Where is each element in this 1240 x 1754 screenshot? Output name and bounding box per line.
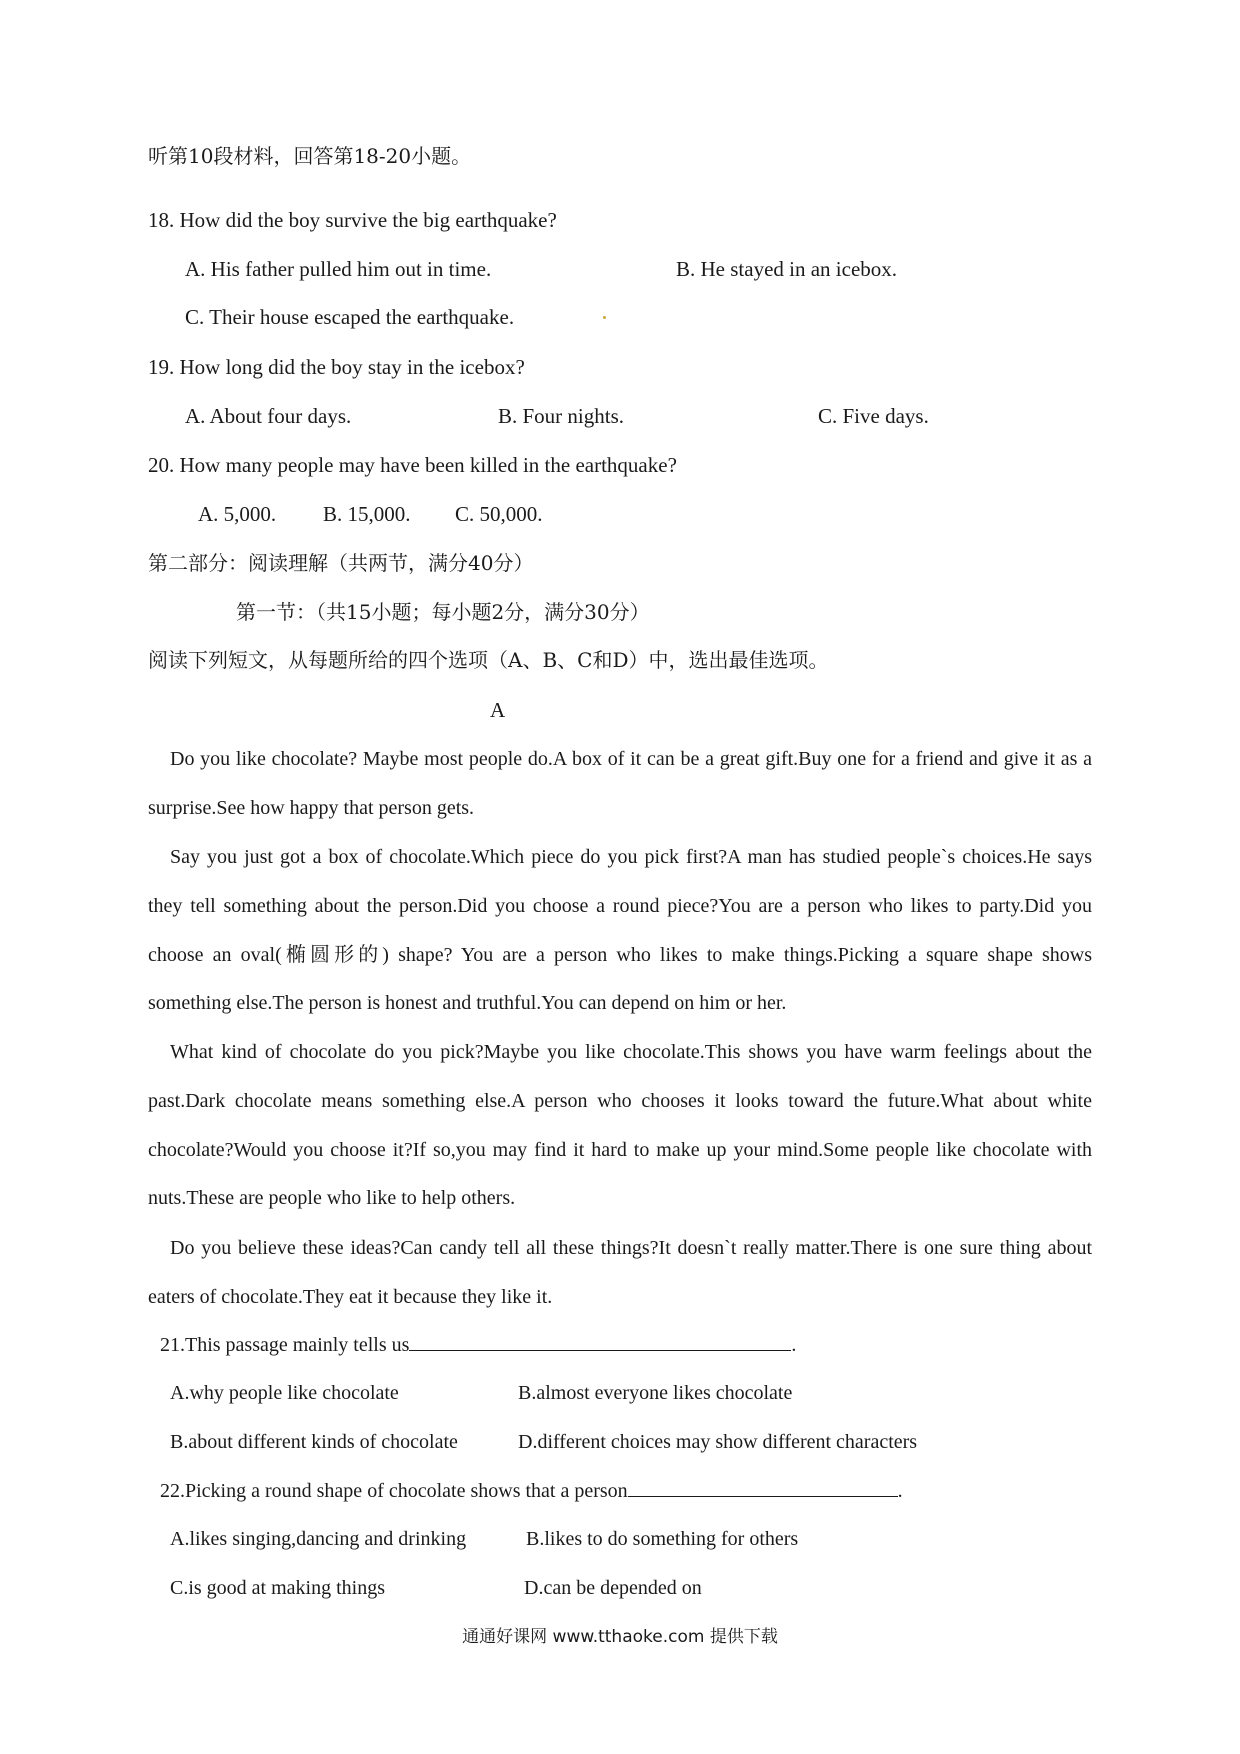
q20-option-a: A. 5,000.: [198, 502, 277, 526]
q21-stem-line: [160, 1330, 796, 1359]
reading-instruction: 阅读下列短文，从每题所给的四个选项（A、B、C和D）中，选出最佳选项。: [148, 648, 829, 672]
q22-option-d: D.can be depended on: [524, 1577, 702, 1599]
q18-stem: 18. How did the boy survive the big earthquake?: [148, 208, 557, 232]
q22-option-a: A.likes singing,dancing and drinking: [170, 1528, 467, 1550]
paragraph-2-first-line: Say you just got a box of chocolate.Which piece do you pick first?A man has studied people`s: [170, 846, 956, 868]
paragraph-4: [148, 1224, 1092, 1322]
paragraph-2: [148, 833, 1092, 1028]
part-two-title: 第二部分：阅读理解（共两节，满分40分）: [148, 551, 534, 575]
paragraph-3: [148, 1028, 1092, 1223]
q22-option-b: B.likes to do something for others: [526, 1528, 799, 1550]
paragraph-1: [148, 735, 1092, 833]
q21-option-b: B.almost everyone likes chocolate: [518, 1382, 793, 1404]
q20-stem: 20. How many people may have been killed in the earthquake?: [148, 453, 677, 477]
q21-option-d: D.different choices may show different characters: [518, 1431, 918, 1453]
paragraph-3-rest: about the past.Dark chocolate means something else.A person who chooses it looks toward the future.What about white chocolate?Would you choose it?If so,you may find it hard to make up your mind.Some people like chocolate with nuts.These are people who like to help others.: [148, 1041, 1092, 1210]
paragraph-4-rest: about eaters of chocolate.They eat it because they like it.: [148, 1237, 1093, 1308]
paragraph-4-first-line: Do you believe these ideas?Can candy tell all these things?It doesn`t really matter.There is one sure thing: [170, 1237, 1041, 1259]
page-footer: 通通好课网 www.tthaoke.com 提供下载: [462, 1627, 778, 1647]
paragraph-1-first-line: Do you like chocolate? Maybe most people do.A box of it can be a great gift.Buy one for a friend and: [170, 748, 998, 770]
stray-mark: [603, 316, 606, 319]
q19-stem: 19. How long did the boy stay in the icebox?: [148, 355, 525, 379]
q21-period: .: [791, 1334, 797, 1356]
section-one-title: 第一节：（共15小题；每小题2分，满分30分）: [236, 600, 650, 624]
q18-option-c: C. Their house escaped the earthquake.: [185, 305, 515, 329]
q18-option-a: A. His father pulled him out in time.: [185, 257, 492, 281]
paragraph-1-rest: give it as a surprise.See how happy that person gets.: [148, 748, 1092, 819]
q18-option-b: B. He stayed in an icebox.: [676, 257, 898, 281]
q20-option-b: B. 15,000.: [323, 502, 411, 526]
q20-option-c: C. 50,000.: [455, 502, 543, 526]
q22-stem-line: [160, 1476, 903, 1505]
q22-option-c: C.is good at making things: [170, 1577, 385, 1599]
q22-period: .: [897, 1480, 903, 1502]
q21-stem: 21.This passage mainly tells us: [160, 1334, 410, 1356]
q22-stem: 22.Picking a round shape of chocolate shows that a person: [160, 1480, 628, 1502]
q21-option-a: A.why people like chocolate: [170, 1382, 399, 1404]
q19-option-a: A. About four days.: [185, 404, 352, 428]
q19-option-b: B. Four nights.: [498, 404, 625, 428]
paragraph-2-rest: choices.He says they tell something about the person.Did you choose a round piece?You are a person who likes to party.Did you choose an oval(椭圆形的) shape? You are a person who likes to make things.Picking a square shape shows something else.The person is honest and truthful.You can depend on him or her.: [148, 846, 1093, 1015]
paragraph-3-first-line: What kind of chocolate do you pick?Maybe you like chocolate.This shows you have warm feelings: [170, 1041, 1008, 1063]
q21-option-c: B.about different kinds of chocolate: [170, 1431, 458, 1453]
listening-intro: 听第10段材料，回答第18-20小题。: [148, 144, 472, 168]
q21-answer-blank[interactable]: [409, 1330, 791, 1351]
passage-label: A: [490, 698, 506, 722]
q22-answer-blank[interactable]: [628, 1476, 898, 1497]
q19-option-c: C. Five days.: [818, 404, 929, 428]
